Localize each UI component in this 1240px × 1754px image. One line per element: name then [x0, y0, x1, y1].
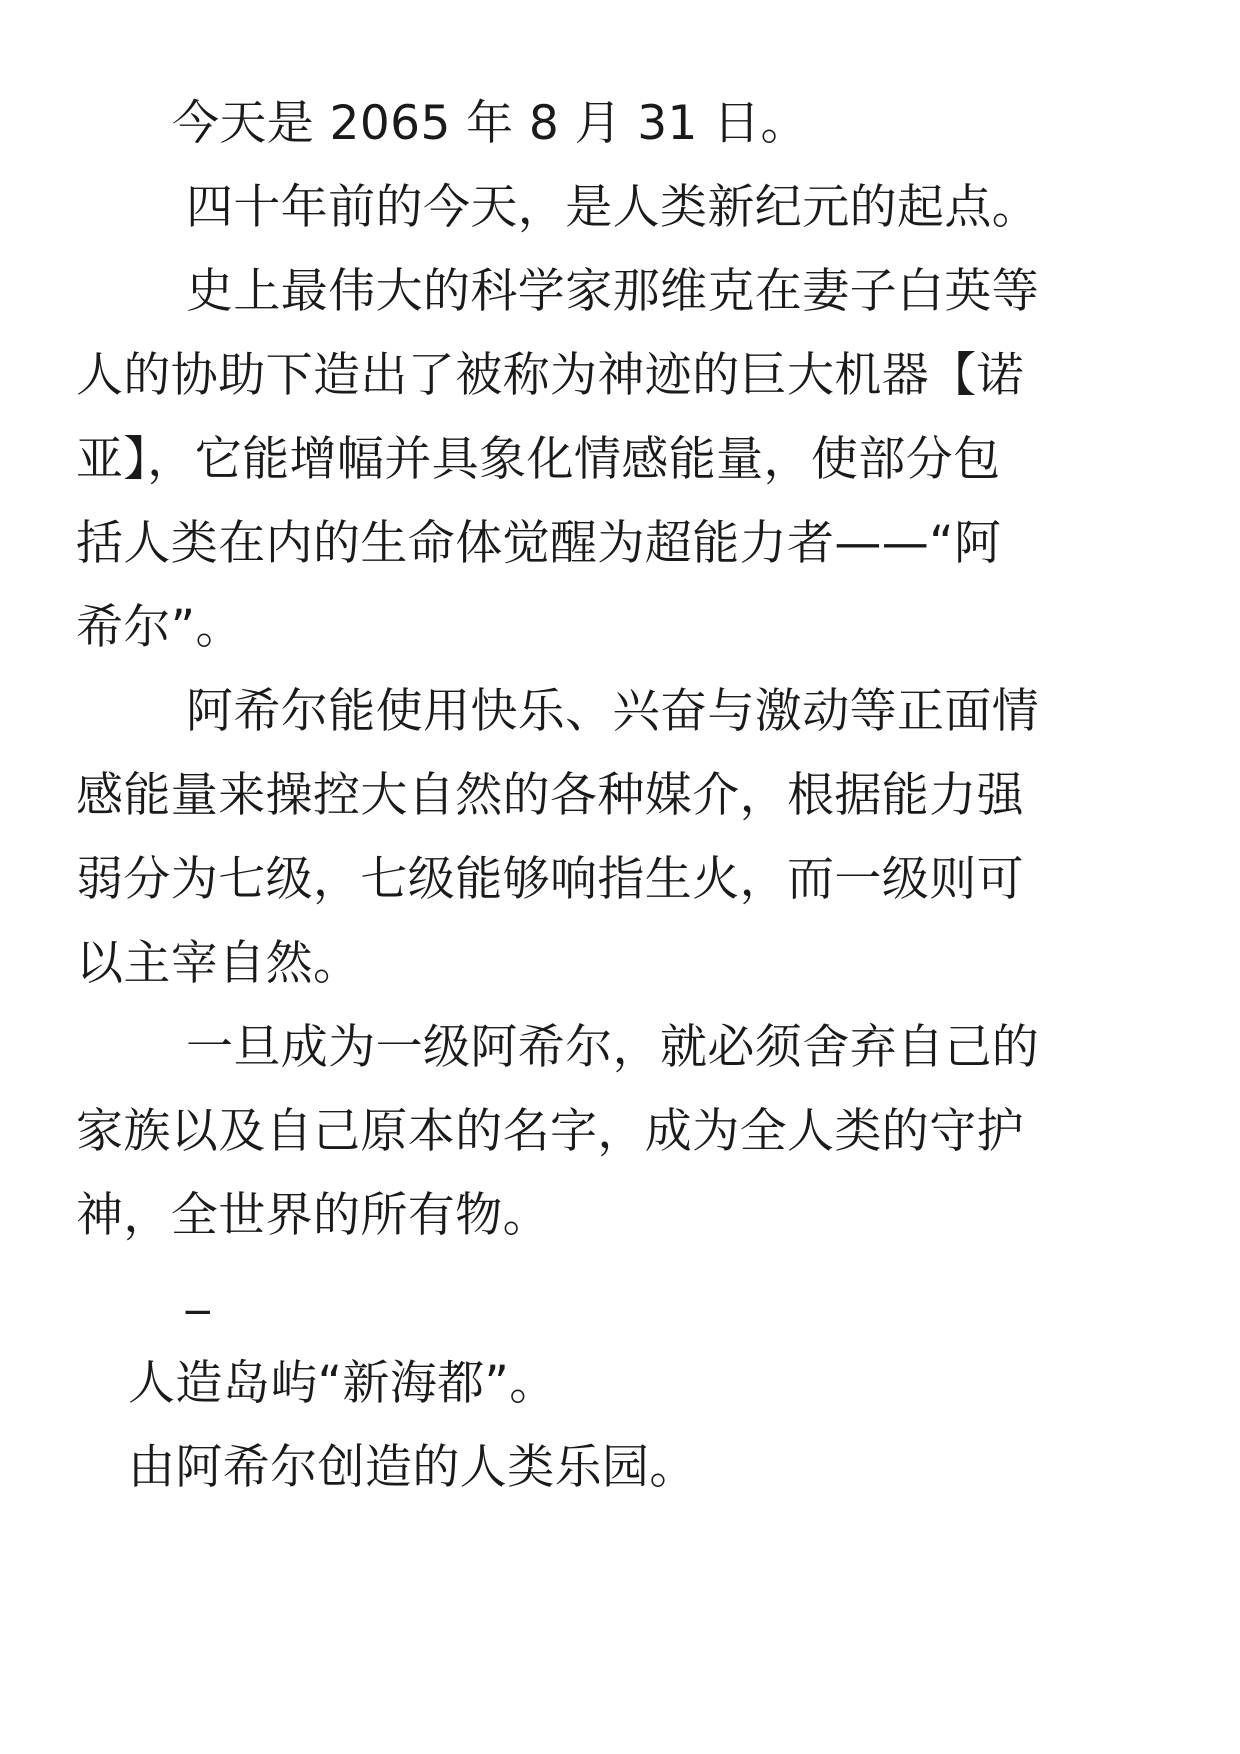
paragraph-noah-line-3: 亚】，它能增幅并具象化情感能量，使部分包 — [76, 432, 1001, 487]
paragraph-guardian-line-2: 家族以及自己原本的名字，成为全人类的守护 — [76, 1104, 1024, 1159]
paragraph-date-line: 今天是 2065 年 8 月 31 日。 — [172, 96, 808, 151]
paragraph-noah-line-5: 希尔”。 — [76, 600, 243, 655]
section-divider: _ — [186, 1260, 210, 1315]
paragraph-levels-line-2: 感能量来操控大自然的各种媒介，根据能力强 — [76, 768, 1024, 823]
paragraph-noah-line-1: 史上最伟大的科学家那维克在妻子白英等 — [186, 264, 1040, 319]
paragraph-levels-line-1: 阿希尔能使用快乐、兴奋与激动等正面情 — [186, 684, 1040, 739]
paragraph-island-line: 人造岛屿“新海都”。 — [128, 1356, 557, 1411]
paragraph-paradise-line: 由阿希尔创造的人类乐园。 — [128, 1440, 697, 1495]
paragraph-levels-line-4: 以主宰自然。 — [76, 936, 361, 991]
paragraph-levels-line-3: 弱分为七级，七级能够响指生火，而一级则可 — [76, 852, 1024, 907]
paragraph-guardian-line-1: 一旦成为一级阿希尔，就必须舍弃自己的 — [186, 1020, 1040, 1075]
paragraph-noah-line-2: 人的协助下造出了被称为神迹的巨大机器【诺 — [76, 348, 1024, 403]
paragraph-guardian-line-3: 神，全世界的所有物。 — [76, 1188, 550, 1243]
paragraph-noah-line-4: 括人类在内的生命体觉醒为超能力者——“阿 — [76, 516, 1002, 571]
paragraph-new-era-line: 四十年前的今天，是人类新纪元的起点。 — [186, 180, 1040, 235]
